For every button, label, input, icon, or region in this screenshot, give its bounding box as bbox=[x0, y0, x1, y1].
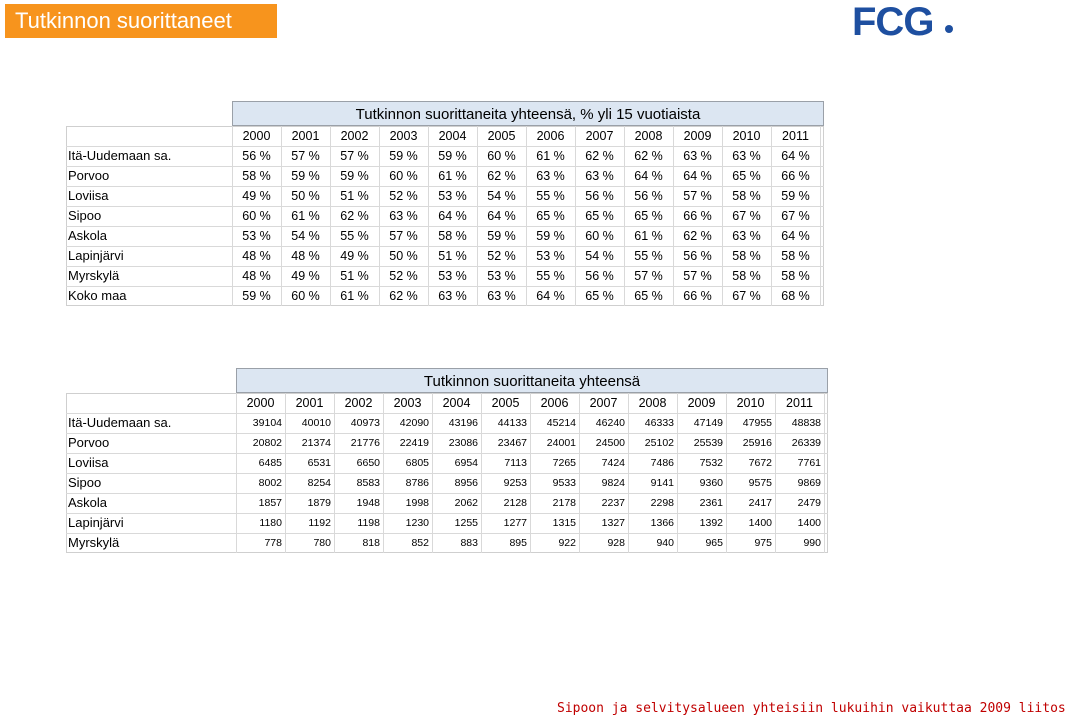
table-cell: 53 % bbox=[242, 229, 271, 243]
footer-note: Sipoon ja selvitysalueen yhteisiin lukuihin vaikuttaa 2009 liitos bbox=[557, 701, 1066, 716]
table-cell: 8254 bbox=[307, 477, 331, 489]
table1-year-header bbox=[66, 126, 830, 146]
table-cell: 65 % bbox=[634, 209, 663, 223]
table-cell: 9824 bbox=[601, 477, 625, 489]
table-cell: 66 % bbox=[683, 209, 712, 223]
table-cell: 60 % bbox=[242, 209, 271, 223]
table-cell: 53 % bbox=[536, 249, 565, 263]
year-header-cell: 2001 bbox=[295, 396, 324, 410]
row-label: Itä-Uudemaan sa. bbox=[68, 148, 172, 163]
table-cell: 2417 bbox=[748, 497, 772, 509]
table-cell: 58 % bbox=[732, 269, 761, 283]
table-cell: 55 % bbox=[340, 229, 369, 243]
table-cell: 58 % bbox=[242, 169, 271, 183]
table-cell: 57 % bbox=[389, 229, 418, 243]
table-cell: 56 % bbox=[242, 149, 271, 163]
table-cell: 2178 bbox=[552, 497, 576, 509]
table-cell: 6485 bbox=[258, 457, 282, 469]
table-cell: 1315 bbox=[552, 517, 576, 529]
table-cell: 50 % bbox=[291, 189, 320, 203]
row-label: Koko maa bbox=[68, 288, 127, 303]
year-header-cell: 2009 bbox=[687, 396, 716, 410]
table-cell: 45214 bbox=[546, 417, 576, 429]
year-header-cell: 2002 bbox=[340, 129, 369, 143]
table-cell: 6531 bbox=[307, 457, 331, 469]
table-cell: 21776 bbox=[350, 437, 380, 449]
table-cell: 43196 bbox=[448, 417, 478, 429]
table-cell: 55 % bbox=[634, 249, 663, 263]
table-cell: 883 bbox=[460, 537, 478, 549]
year-header-cell: 2008 bbox=[634, 129, 663, 143]
table-cell: 59 % bbox=[340, 169, 369, 183]
year-header-cell: 2007 bbox=[585, 129, 614, 143]
table-cell: 57 % bbox=[683, 269, 712, 283]
table-cell: 6650 bbox=[356, 457, 380, 469]
table-cell: 1192 bbox=[308, 517, 331, 529]
table2-year-header bbox=[66, 393, 832, 413]
table-cell: 1198 bbox=[357, 517, 380, 529]
year-header-cell: 2003 bbox=[393, 396, 422, 410]
table-cell: 2128 bbox=[503, 497, 527, 509]
fcg-logo bbox=[852, 0, 956, 44]
table-row bbox=[66, 266, 830, 286]
table-cell: 63 % bbox=[487, 289, 516, 303]
table-cell: 54 % bbox=[585, 249, 614, 263]
table-cell: 1879 bbox=[307, 497, 331, 509]
table-cell: 65 % bbox=[732, 169, 761, 183]
table-cell: 965 bbox=[705, 537, 723, 549]
table-cell: 64 % bbox=[438, 209, 467, 223]
table-cell: 65 % bbox=[634, 289, 663, 303]
year-header-cell: 2002 bbox=[344, 396, 373, 410]
table-cell: 49 % bbox=[242, 189, 271, 203]
table-cell: 6954 bbox=[454, 457, 478, 469]
table-cell: 40973 bbox=[350, 417, 380, 429]
row-label: Porvoo bbox=[68, 168, 110, 183]
table-cell: 48838 bbox=[791, 417, 821, 429]
table-cell: 64 % bbox=[536, 289, 565, 303]
table-cell: 58 % bbox=[438, 229, 467, 243]
percentage-table bbox=[66, 101, 830, 313]
table-cell: 24001 bbox=[546, 437, 576, 449]
table-cell: 61 % bbox=[438, 169, 467, 183]
table-cell: 67 % bbox=[732, 289, 761, 303]
table-cell: 990 bbox=[803, 537, 821, 549]
table-cell: 59 % bbox=[536, 229, 565, 243]
table-row bbox=[66, 493, 832, 513]
table-cell: 63 % bbox=[732, 229, 761, 243]
table-cell: 24500 bbox=[595, 437, 625, 449]
table-cell: 60 % bbox=[487, 149, 516, 163]
year-header-cell: 2000 bbox=[246, 396, 275, 410]
table-cell: 48 % bbox=[242, 249, 271, 263]
table-cell: 60 % bbox=[291, 289, 320, 303]
table1-title: Tutkinnon suorittaneita yhteensä, % yli 15 vuotiaista bbox=[232, 101, 824, 126]
table-cell: 42090 bbox=[399, 417, 429, 429]
table-cell: 1180 bbox=[259, 517, 282, 529]
table-cell: 8956 bbox=[454, 477, 478, 489]
table-cell: 1998 bbox=[405, 497, 429, 509]
table-cell: 57 % bbox=[634, 269, 663, 283]
table-cell: 50 % bbox=[389, 249, 418, 263]
table-cell: 59 % bbox=[291, 169, 320, 183]
table-cell: 66 % bbox=[781, 169, 810, 183]
table-cell: 21374 bbox=[301, 437, 331, 449]
table-cell: 67 % bbox=[732, 209, 761, 223]
table-cell: 61 % bbox=[291, 209, 320, 223]
slide-title: Tutkinnon suorittaneet bbox=[5, 4, 277, 38]
table-cell: 9253 bbox=[503, 477, 527, 489]
year-header-cell: 2011 bbox=[786, 396, 813, 410]
table-cell: 2298 bbox=[650, 497, 674, 509]
table-cell: 55 % bbox=[536, 269, 565, 283]
table-cell: 58 % bbox=[781, 249, 810, 263]
table-cell: 49 % bbox=[291, 269, 320, 283]
row-label: Itä-Uudemaan sa. bbox=[68, 415, 172, 430]
table-row bbox=[66, 286, 830, 306]
table-row bbox=[66, 413, 832, 433]
table-cell: 55 % bbox=[536, 189, 565, 203]
table-cell: 51 % bbox=[438, 249, 467, 263]
table-cell: 7672 bbox=[748, 457, 772, 469]
table-row bbox=[66, 246, 830, 266]
table-cell: 852 bbox=[411, 537, 429, 549]
table-cell: 62 % bbox=[389, 289, 418, 303]
table-cell: 8786 bbox=[405, 477, 429, 489]
table-cell: 53 % bbox=[438, 269, 467, 283]
table-row bbox=[66, 513, 832, 533]
fcg-logo-text: FCG bbox=[852, 0, 934, 44]
table-cell: 52 % bbox=[389, 189, 418, 203]
table-cell: 1948 bbox=[356, 497, 380, 509]
table-cell: 62 % bbox=[683, 229, 712, 243]
table-row bbox=[66, 453, 832, 473]
table-cell: 59 % bbox=[438, 149, 467, 163]
table-row bbox=[66, 433, 832, 453]
table-cell: 64 % bbox=[634, 169, 663, 183]
table-cell: 60 % bbox=[585, 229, 614, 243]
table-cell: 51 % bbox=[340, 189, 369, 203]
table-cell: 61 % bbox=[634, 229, 663, 243]
table-cell: 64 % bbox=[683, 169, 712, 183]
table-cell: 1277 bbox=[503, 517, 527, 529]
table-cell: 62 % bbox=[487, 169, 516, 183]
year-header-cell: 2004 bbox=[442, 396, 471, 410]
table-cell: 46333 bbox=[644, 417, 674, 429]
table-cell: 1366 bbox=[650, 517, 674, 529]
year-header-cell: 2010 bbox=[736, 396, 765, 410]
year-header-cell: 2004 bbox=[438, 129, 467, 143]
row-label: Askola bbox=[68, 228, 108, 243]
table-cell: 9533 bbox=[552, 477, 576, 489]
table-row bbox=[66, 146, 830, 166]
table-cell: 818 bbox=[362, 537, 380, 549]
table-cell: 63 % bbox=[683, 149, 712, 163]
table-cell: 40010 bbox=[301, 417, 331, 429]
year-header-cell: 2005 bbox=[487, 129, 516, 143]
table-cell: 65 % bbox=[536, 209, 565, 223]
row-label: Porvoo bbox=[68, 435, 110, 450]
table-cell: 65 % bbox=[585, 289, 614, 303]
table-cell: 52 % bbox=[389, 269, 418, 283]
table-cell: 56 % bbox=[683, 249, 712, 263]
row-label: Myrskylä bbox=[68, 268, 120, 283]
table-cell: 53 % bbox=[487, 269, 516, 283]
table-cell: 63 % bbox=[585, 169, 614, 183]
row-label: Loviisa bbox=[68, 455, 109, 470]
year-header-cell: 2001 bbox=[291, 129, 320, 143]
table-cell: 25102 bbox=[644, 437, 674, 449]
row-label: Loviisa bbox=[68, 188, 109, 203]
table-cell: 20802 bbox=[252, 437, 282, 449]
table-row bbox=[66, 473, 832, 493]
table-cell: 59 % bbox=[389, 149, 418, 163]
table-cell: 57 % bbox=[340, 149, 369, 163]
year-header-cell: 2003 bbox=[389, 129, 418, 143]
table-cell: 1255 bbox=[454, 517, 478, 529]
table-cell: 23086 bbox=[448, 437, 478, 449]
year-header-cell: 2005 bbox=[491, 396, 520, 410]
table-cell: 46240 bbox=[595, 417, 625, 429]
table-cell: 53 % bbox=[438, 189, 467, 203]
table-cell: 67 % bbox=[781, 209, 810, 223]
table-cell: 1400 bbox=[797, 517, 821, 529]
table-cell: 44133 bbox=[497, 417, 527, 429]
table-cell: 1400 bbox=[748, 517, 772, 529]
table-cell: 63 % bbox=[438, 289, 467, 303]
table-cell: 56 % bbox=[585, 269, 614, 283]
table-cell: 9575 bbox=[748, 477, 772, 489]
table-cell: 59 % bbox=[781, 189, 810, 203]
table-cell: 66 % bbox=[683, 289, 712, 303]
table-cell: 7761 bbox=[797, 457, 821, 469]
table-cell: 1327 bbox=[601, 517, 625, 529]
table-cell: 1392 bbox=[699, 517, 723, 529]
table-cell: 780 bbox=[313, 537, 331, 549]
table-cell: 63 % bbox=[536, 169, 565, 183]
table-cell: 940 bbox=[656, 537, 674, 549]
table-cell: 51 % bbox=[340, 269, 369, 283]
row-label: Sipoo bbox=[68, 475, 102, 490]
table-cell: 63 % bbox=[389, 209, 418, 223]
table-cell: 2479 bbox=[797, 497, 821, 509]
table-cell: 8583 bbox=[356, 477, 380, 489]
table-cell: 58 % bbox=[732, 249, 761, 263]
row-label: Lapinjärvi bbox=[68, 515, 124, 530]
table-cell: 61 % bbox=[536, 149, 565, 163]
year-header-cell: 2007 bbox=[589, 396, 618, 410]
table-cell: 26339 bbox=[791, 437, 821, 449]
table-cell: 52 % bbox=[487, 249, 516, 263]
table-cell: 57 % bbox=[683, 189, 712, 203]
table-cell: 778 bbox=[264, 537, 282, 549]
table-cell: 2062 bbox=[454, 497, 478, 509]
year-header-cell: 2011 bbox=[782, 129, 809, 143]
row-label: Askola bbox=[68, 495, 108, 510]
table-row bbox=[66, 206, 830, 226]
table-cell: 63 % bbox=[732, 149, 761, 163]
table-cell: 47955 bbox=[742, 417, 772, 429]
table-cell: 922 bbox=[558, 537, 576, 549]
year-header-cell: 2009 bbox=[683, 129, 712, 143]
table-cell: 64 % bbox=[487, 209, 516, 223]
table-cell: 1857 bbox=[258, 497, 282, 509]
table-cell: 62 % bbox=[634, 149, 663, 163]
table-cell: 9360 bbox=[699, 477, 723, 489]
table-cell: 928 bbox=[607, 537, 625, 549]
table-cell: 58 % bbox=[732, 189, 761, 203]
table-cell: 56 % bbox=[585, 189, 614, 203]
year-header-cell: 2006 bbox=[540, 396, 569, 410]
table-cell: 25539 bbox=[693, 437, 723, 449]
table-cell: 22419 bbox=[399, 437, 429, 449]
table-cell: 6805 bbox=[405, 457, 429, 469]
table-cell: 62 % bbox=[585, 149, 614, 163]
table-cell: 54 % bbox=[291, 229, 320, 243]
table-cell: 59 % bbox=[242, 289, 271, 303]
table-cell: 58 % bbox=[781, 269, 810, 283]
table-cell: 7424 bbox=[601, 457, 625, 469]
table-cell: 7486 bbox=[650, 457, 674, 469]
table-cell: 2237 bbox=[601, 497, 625, 509]
table-cell: 64 % bbox=[781, 229, 810, 243]
table-cell: 68 % bbox=[781, 289, 810, 303]
table-cell: 1230 bbox=[405, 517, 429, 529]
year-header-cell: 2008 bbox=[638, 396, 667, 410]
table-cell: 48 % bbox=[242, 269, 271, 283]
table-row bbox=[66, 533, 832, 553]
count-table bbox=[66, 368, 832, 556]
table-row bbox=[66, 186, 830, 206]
table-cell: 23467 bbox=[497, 437, 527, 449]
table-cell: 39104 bbox=[252, 417, 282, 429]
year-header-cell: 2010 bbox=[732, 129, 761, 143]
table-cell: 9869 bbox=[797, 477, 821, 489]
table-cell: 61 % bbox=[340, 289, 369, 303]
table-cell: 57 % bbox=[291, 149, 320, 163]
table-cell: 7113 bbox=[504, 457, 527, 469]
table-cell: 25916 bbox=[742, 437, 772, 449]
table-cell: 7532 bbox=[699, 457, 723, 469]
table-cell: 2361 bbox=[699, 497, 723, 509]
row-label: Sipoo bbox=[68, 208, 102, 223]
table-cell: 8002 bbox=[258, 477, 282, 489]
table-cell: 48 % bbox=[291, 249, 320, 263]
table2-title: Tutkinnon suorittaneita yhteensä bbox=[236, 368, 828, 393]
table-cell: 59 % bbox=[487, 229, 516, 243]
table-cell: 62 % bbox=[340, 209, 369, 223]
table-row bbox=[66, 166, 830, 186]
table-row bbox=[66, 226, 830, 246]
table-cell: 56 % bbox=[634, 189, 663, 203]
table-cell: 54 % bbox=[487, 189, 516, 203]
table-cell: 49 % bbox=[340, 249, 369, 263]
table-cell: 47149 bbox=[693, 417, 723, 429]
year-header-cell: 2006 bbox=[536, 129, 565, 143]
table-cell: 975 bbox=[754, 537, 772, 549]
table-cell: 7265 bbox=[552, 457, 576, 469]
table-cell: 64 % bbox=[781, 149, 810, 163]
row-label: Myrskylä bbox=[68, 535, 120, 550]
row-label: Lapinjärvi bbox=[68, 248, 124, 263]
year-header-cell: 2000 bbox=[242, 129, 271, 143]
table-cell: 9141 bbox=[650, 477, 674, 489]
table-cell: 60 % bbox=[389, 169, 418, 183]
table-cell: 65 % bbox=[585, 209, 614, 223]
table-cell: 895 bbox=[509, 537, 527, 549]
